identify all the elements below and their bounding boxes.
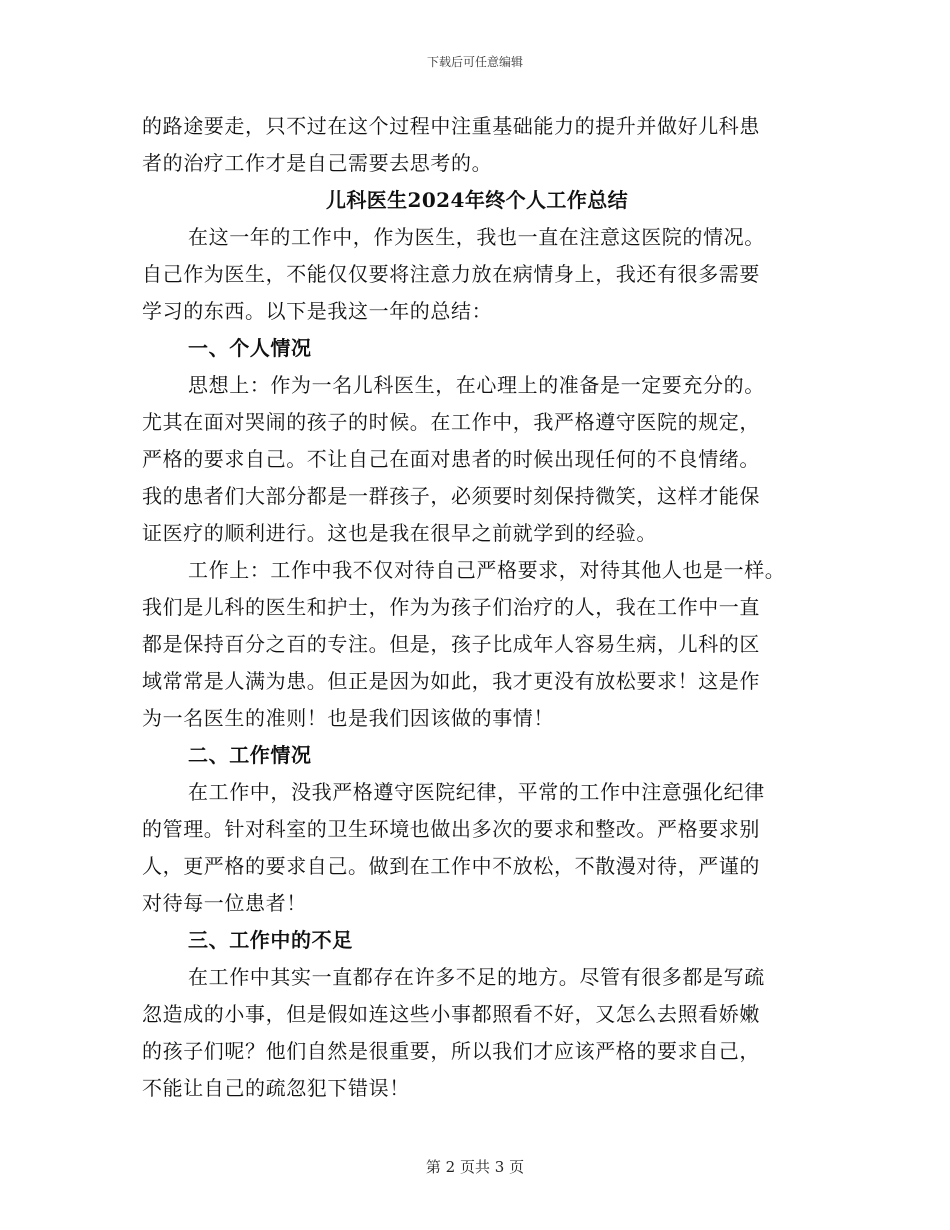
body-line: 不能让自己的疏忽犯下错误！ [142, 1076, 410, 1100]
body-line: 对待每一位患者！ [142, 891, 307, 915]
body-line: 的管理。针对科室的卫生环境也做出多次的要求和整改。严格要求别 [142, 817, 760, 841]
body-line: 为一名医生的准则！也是我们因该做的事情！ [142, 706, 554, 730]
page-header: 下载后可任意编辑 [426, 55, 523, 69]
body-line: 的孩子们呢？他们自然是很重要，所以我们才应该严格的要求自己， [142, 1039, 760, 1063]
body-line: 严格的要求自己。不让自己在面对患者的时候出现任何的不良情绪。 [142, 447, 760, 471]
body-line: 证医疗的顺利进行。这也是我在很早之前就学到的经验。 [142, 521, 657, 545]
document-title: 儿科医生2024年终个人工作总结 [325, 188, 629, 212]
body-line: 的路途要走，只不过在这个过程中注重基础能力的提升并做好儿科患 [142, 114, 760, 138]
body-line: 学习的东西。以下是我这一年的总结： [142, 299, 493, 323]
body-line: 人，更严格的要求自己。做到在工作中不放松，不散漫对待，严谨的 [142, 854, 760, 878]
body-line: 我们是儿科的医生和护士，作为为孩子们治疗的人，我在工作中一直 [142, 595, 760, 619]
body-line: 尤其在面对哭闹的孩子的时候。在工作中，我严格遵守医院的规定， [142, 410, 760, 434]
body-line: 在工作中其实一直都存在许多不足的地方。尽管有很多都是写疏 [188, 965, 765, 989]
document-body [142, 108, 812, 1107]
section-heading: 三、工作中的不足 [188, 928, 353, 952]
body-line: 工作上：工作中我不仅对待自己严格要求，对待其他人也是一样。 [188, 558, 786, 582]
body-line: 者的治疗工作才是自己需要去思考的。 [142, 151, 493, 175]
body-line: 都是保持百分之百的专注。但是，孩子比成年人容易生病，儿科的区 [142, 632, 760, 656]
section-heading: 一、个人情况 [188, 336, 312, 360]
body-line: 思想上：作为一名儿科医生，在心理上的准备是一定要充分的。 [188, 373, 765, 397]
body-line: 在工作中，没我严格遵守医院纪律，平常的工作中注意强化纪律 [188, 780, 765, 804]
body-line: 在这一年的工作中，作为医生，我也一直在注意这医院的情况。 [188, 225, 765, 249]
body-line: 自己作为医生，不能仅仅要将注意力放在病情身上，我还有很多需要 [142, 262, 760, 286]
page-number: 第 2 页共 3 页 [425, 1158, 525, 1176]
section-heading: 二、工作情况 [188, 743, 312, 767]
body-line: 忽造成的小事，但是假如连这些小事都照看不好，又怎么去照看娇嫩 [142, 1002, 760, 1026]
body-line: 我的患者们大部分都是一群孩子，必须要时刻保持微笑，这样才能保 [142, 484, 760, 508]
body-line: 域常常是人满为患。但正是因为如此，我才更没有放松要求！这是作 [142, 669, 760, 693]
